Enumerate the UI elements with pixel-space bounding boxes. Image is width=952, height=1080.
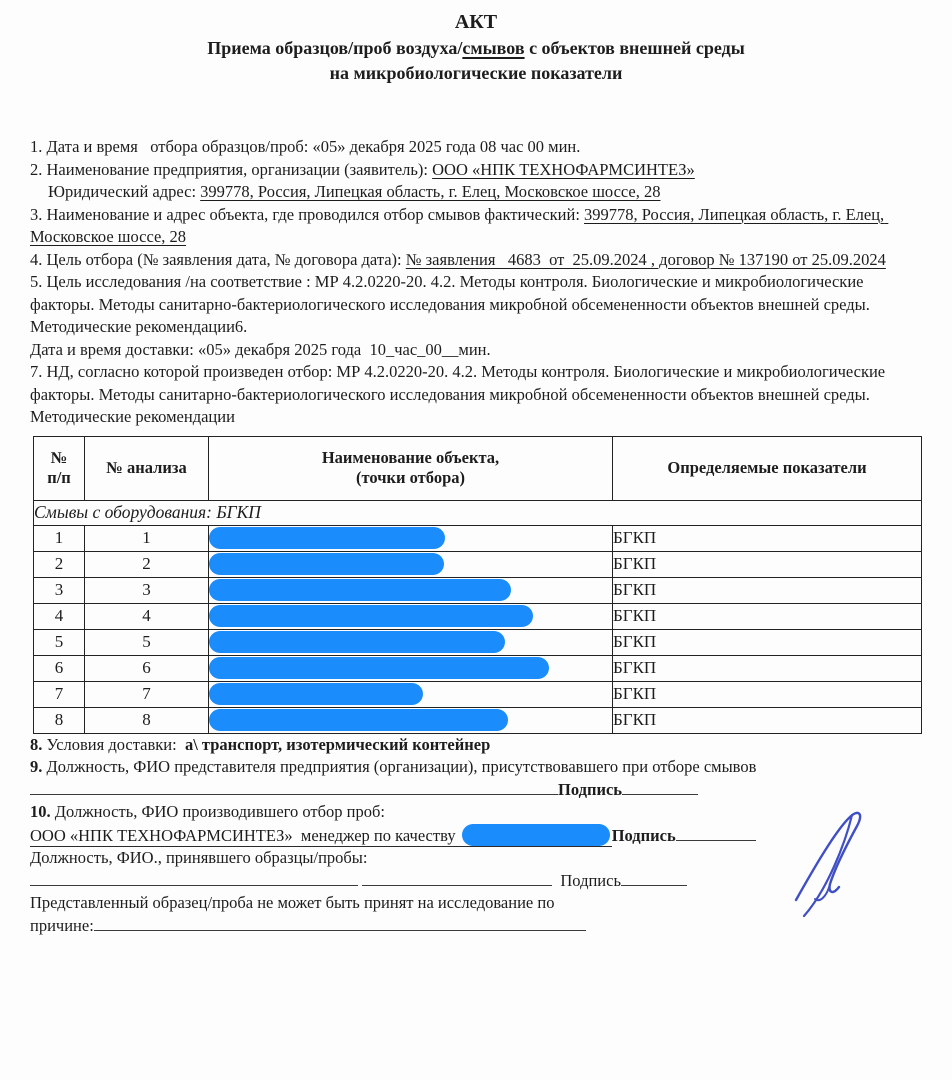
item-5: 5. Цель исследования /на соответствие : МР 4.2.0220-20. 4.2. Методы контроля. Биологические и микробиологические факторы. Методы санитарно-бактериологического исследования микробной обсемененности объектов внешней среды. Методические рекомендации6.	[30, 272, 875, 336]
analysis-number: 7	[85, 681, 209, 707]
table-row	[34, 603, 922, 629]
section-label: Смывы с оборудования: БГКП	[34, 500, 922, 525]
object-cell	[209, 525, 613, 551]
rejection-label: причине:	[30, 915, 94, 935]
item-9	[30, 756, 922, 779]
title-line2-pre: Приема образцов/проб воздуха/	[207, 38, 463, 58]
analysis-number: 5	[85, 629, 209, 655]
header-indicators: Определяемые показатели	[613, 436, 922, 500]
redaction-bar	[209, 631, 505, 653]
item-7: 7. НД, согласно которой произведен отбор: МР 4.2.0220-20. 4.2. Методы контроля. Биологические и микробиологические факторы. Методы санитарно-бактериологического исследования микробной обсемененности объектов внешней среды. Методические рекомендации	[30, 362, 890, 426]
indicator-cell: БГКП	[613, 525, 922, 551]
blank-line	[621, 870, 687, 886]
item-2	[30, 159, 922, 182]
table-row	[34, 629, 922, 655]
signature-label-9: Подпись	[558, 779, 623, 799]
row-number: 8	[34, 707, 85, 733]
redaction-bar	[209, 657, 549, 679]
item-2-address-value: 399778, Россия, Липецкая область, г. Елец, Московское шоссе, 28	[200, 182, 661, 201]
analysis-number: 4	[85, 603, 209, 629]
indicator-cell: БГКП	[613, 681, 922, 707]
title-line3: на микробиологические показатели	[329, 63, 623, 83]
blank-line	[30, 870, 358, 886]
blank-line	[362, 870, 552, 886]
signature-label-receiver: Подпись	[560, 870, 621, 890]
row-number: 3	[34, 577, 85, 603]
item-3	[30, 204, 922, 249]
table-row	[34, 525, 922, 551]
item-3-address-value: 399778, Россия, Липецкая область, г. Елец, Московское шоссе, 28	[30, 204, 889, 246]
table-header-row	[34, 436, 922, 500]
redaction-bar	[209, 579, 511, 601]
redaction-bar	[209, 527, 445, 549]
object-cell	[209, 707, 613, 733]
row-number: 6	[34, 655, 85, 681]
item-2-address-label: Юридический адрес:	[48, 182, 201, 201]
indicator-cell: БГКП	[613, 629, 922, 655]
redaction-bar	[209, 553, 444, 575]
row-number: 2	[34, 551, 85, 577]
row-number: 7	[34, 681, 85, 707]
row-number: 5	[34, 629, 85, 655]
item-4-value: № заявления 4683 от 25.09.2024 , договор № 137190 от 25.09.2024	[405, 249, 886, 269]
redaction-bar	[209, 605, 533, 627]
row-number: 4	[34, 603, 85, 629]
item-10-text: Должность, ФИО производившего отбор проб:	[50, 802, 385, 821]
item-2-label: 2. Наименование предприятия, организации (заявитель):	[30, 159, 433, 179]
analysis-number: 2	[85, 551, 209, 577]
analysis-number: 1	[85, 525, 209, 551]
item-3-label: 3. Наименование и адрес объекта, где проводился отбор смывов фактический:	[30, 204, 585, 224]
title-line2	[30, 36, 922, 61]
numbered-items	[30, 136, 922, 429]
delivery-line: Дата и время доставки: «05» декабря 2025 года 10_час_00__мин.	[30, 339, 491, 359]
table-row	[34, 551, 922, 577]
title-line2-post: с объектов внешней среды	[524, 38, 745, 58]
object-cell	[209, 655, 613, 681]
rejection-line2	[30, 915, 922, 938]
item-10	[30, 801, 922, 824]
item-9-num: 9.	[30, 757, 43, 776]
item-10-line2	[30, 824, 922, 848]
row-number: 1	[34, 525, 85, 551]
table-body	[34, 525, 922, 733]
item-4-label: 4. Цель отбора (№ заявления дата, № договора дата):	[30, 249, 406, 269]
item-4	[30, 249, 922, 272]
item-8	[30, 734, 922, 757]
indicator-cell: БГКП	[613, 603, 922, 629]
table-row	[34, 707, 922, 733]
object-cell	[209, 577, 613, 603]
item-1: 1. Дата и время отбора образцов/проб: «05» декабря 2025 года 08 час 00 мин.	[30, 137, 581, 156]
indicator-cell: БГКП	[613, 551, 922, 577]
header-object: Наименование объекта, (точки отбора)	[209, 436, 613, 500]
analysis-number: 6	[85, 655, 209, 681]
item-2-company: ООО «НПК ТЕХНОФАРМСИНТЕЗ»	[432, 159, 695, 179]
indicator-cell: БГКП	[613, 577, 922, 603]
object-cell	[209, 603, 613, 629]
blank-line	[622, 779, 698, 795]
item-8-num: 8.	[30, 734, 43, 754]
item-8-label: Условия доставки:	[42, 734, 185, 754]
signature-label-10: Подпись	[611, 825, 676, 845]
object-cell	[209, 551, 613, 577]
redaction-bar	[209, 709, 508, 731]
title-line2-underlined: смывов	[462, 38, 525, 58]
redaction-bar-name	[462, 824, 610, 846]
header-analysis: № анализа	[85, 436, 209, 500]
indicator-cell: БГКП	[613, 655, 922, 681]
item-9-text: Должность, ФИО представителя предприятия (организации), присутствовавшего при отборе смывов	[42, 757, 757, 776]
item-10-company-role: ООО «НПК ТЕХНОФАРМСИНТЕЗ» менеджер по качеству	[30, 826, 612, 847]
analysis-number: 8	[85, 707, 209, 733]
indicator-cell: БГКП	[613, 707, 922, 733]
document-title	[30, 8, 922, 86]
blank-line	[30, 779, 558, 795]
redaction-bar	[209, 683, 423, 705]
blank-line	[94, 915, 586, 931]
item-9-signature-row	[30, 779, 922, 802]
object-cell	[209, 681, 613, 707]
header-num: № п/п	[34, 436, 85, 500]
section-row	[34, 500, 922, 525]
object-cell	[209, 629, 613, 655]
table-row	[34, 681, 922, 707]
footer-block	[30, 734, 922, 938]
receiver-signature-row	[30, 870, 922, 893]
analysis-number: 3	[85, 577, 209, 603]
item-10-num: 10.	[30, 802, 51, 821]
table-row	[34, 655, 922, 681]
rejection-line1: Представленный образец/проба не может быть принят на исследование по	[30, 893, 555, 912]
table-row	[34, 577, 922, 603]
blank-line	[676, 825, 756, 841]
item-2-address	[30, 181, 922, 204]
samples-table	[33, 436, 922, 734]
item-8-value: а\ транспорт, изотермический контейнер	[184, 734, 491, 754]
title-line1: АКТ	[454, 11, 498, 33]
receiver-heading: Должность, ФИО., принявшего образцы/пробы:	[30, 848, 368, 867]
